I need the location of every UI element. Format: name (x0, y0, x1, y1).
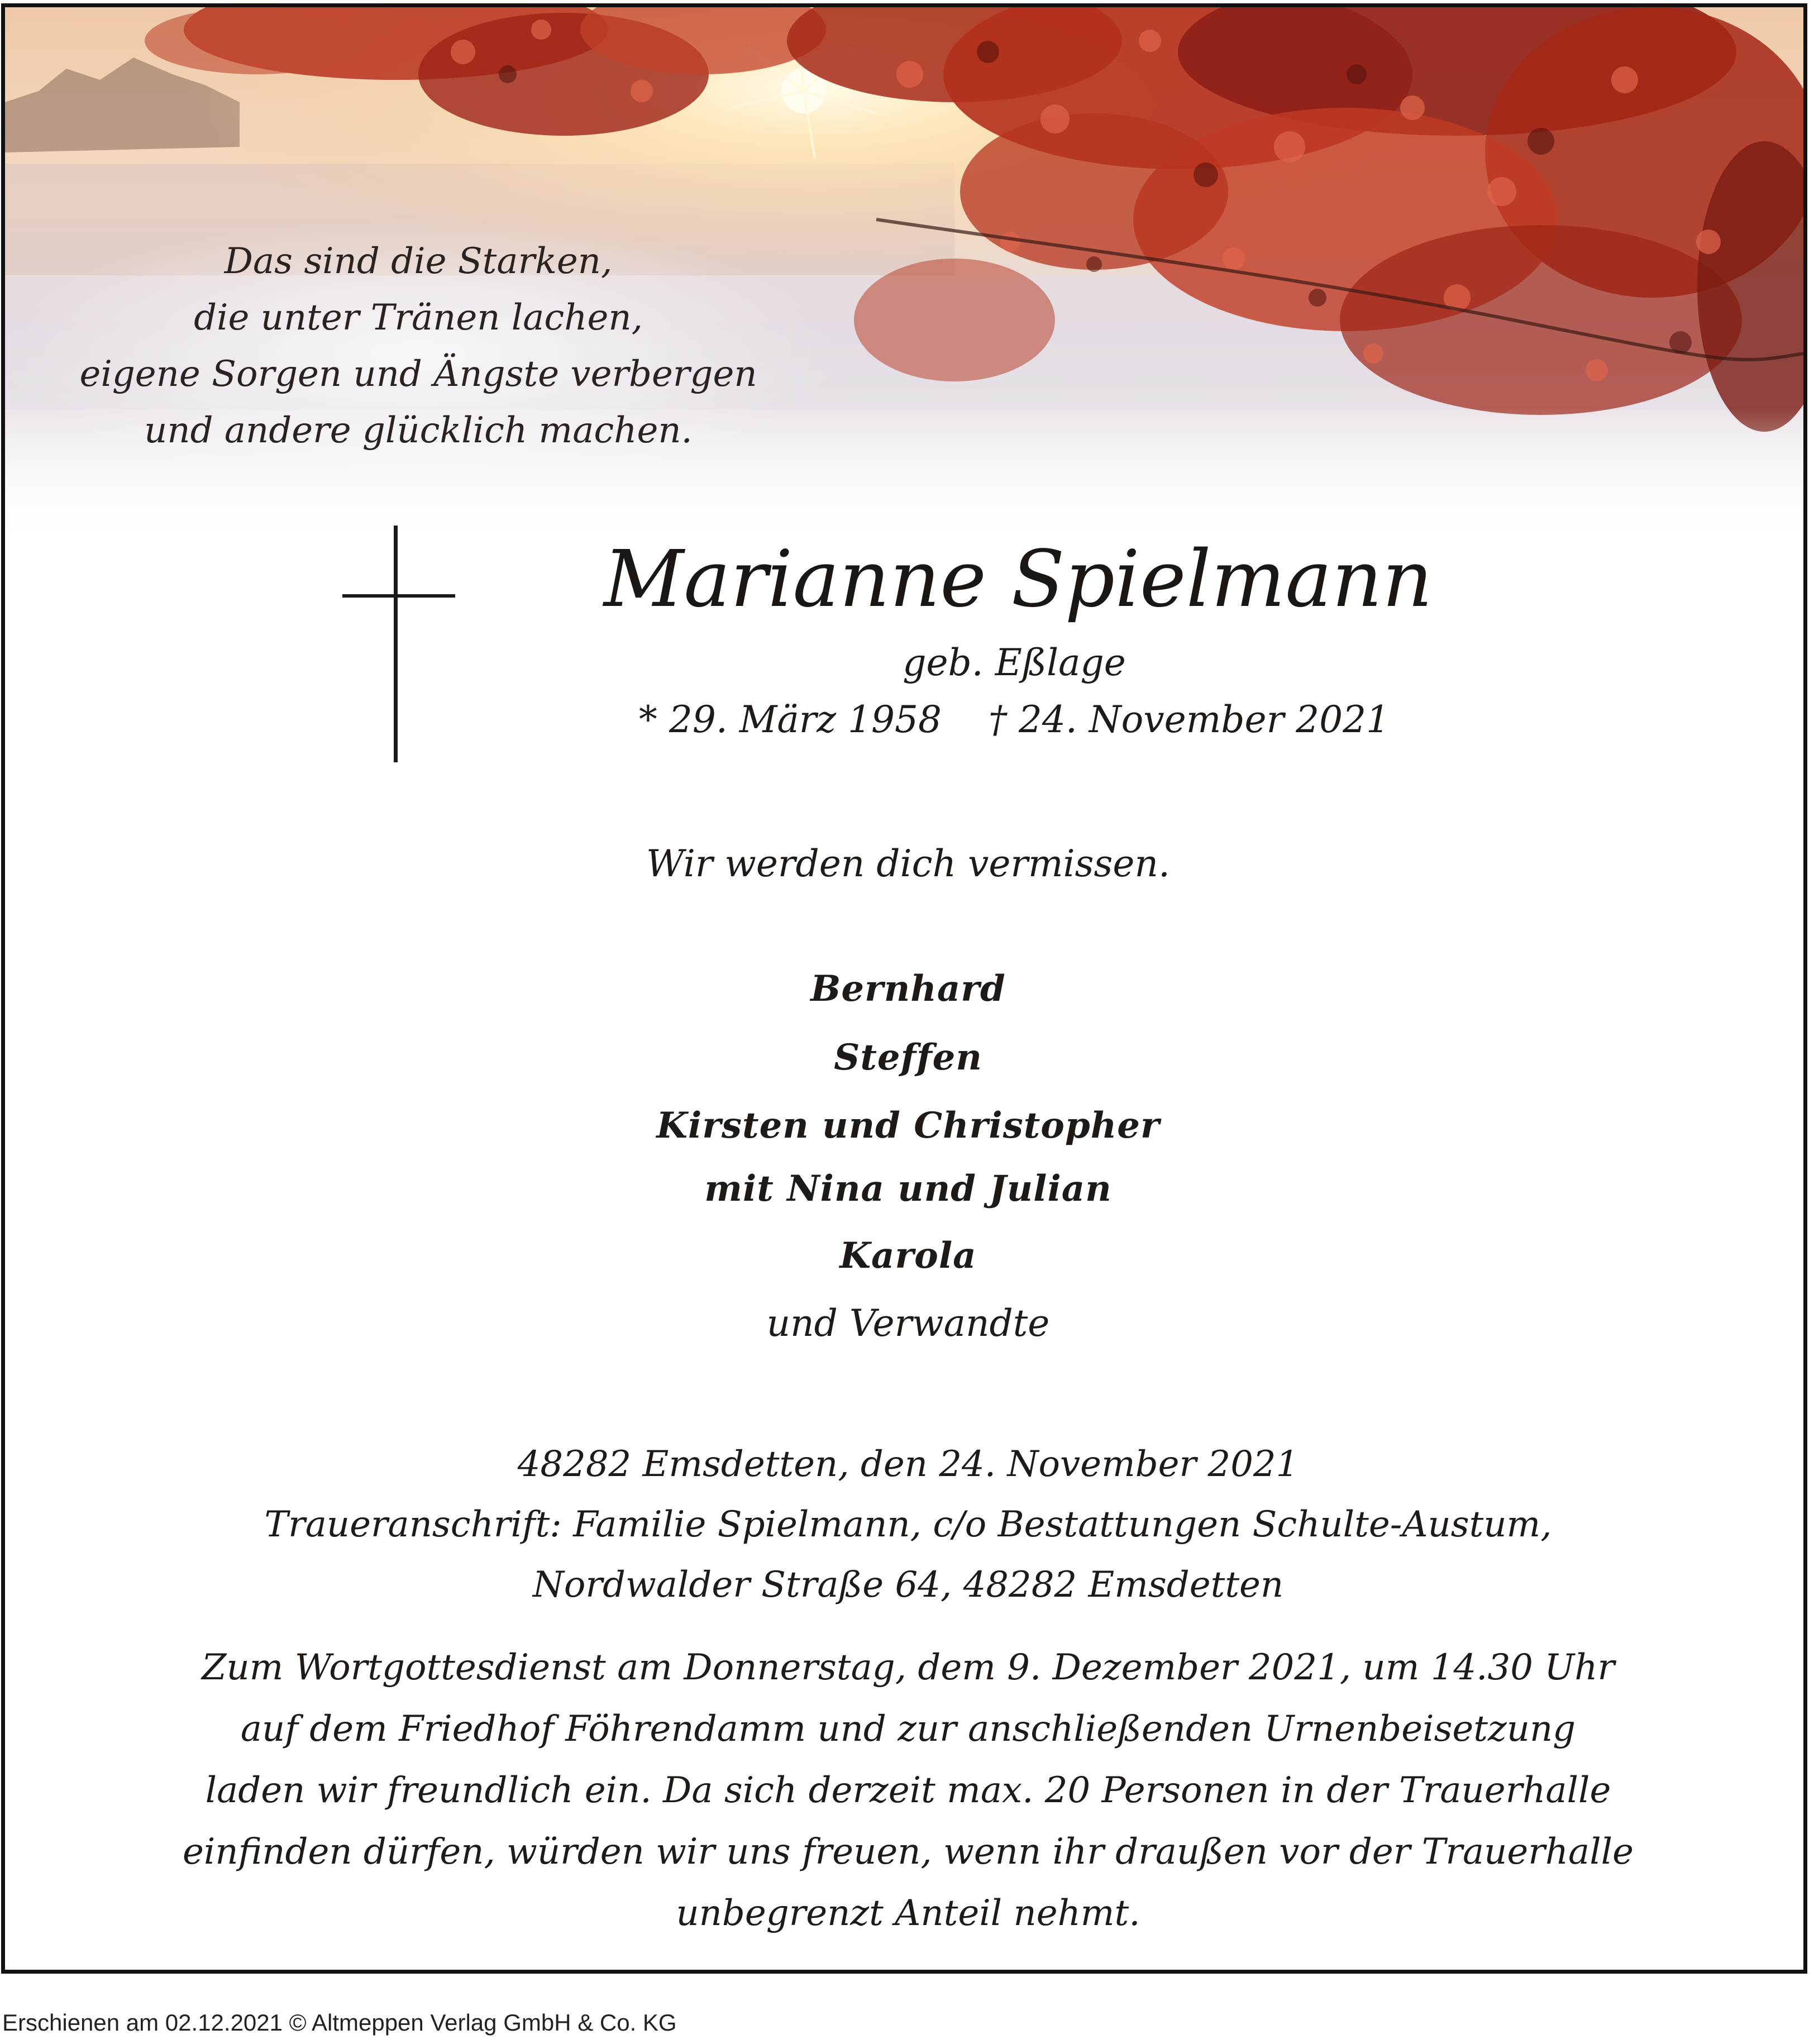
address-line: 48282 Emsdetten, den 24. November 2021 (517, 1444, 1299, 1485)
relatives-line: und Verwandte (766, 1302, 1050, 1345)
address-block (5, 1434, 1807, 1615)
deceased-name: Marianne Spielmann (603, 534, 1433, 625)
service-line: unbegrenzt Anteil nehmt. (676, 1893, 1140, 1934)
farewell-line: Wir werden dich vermissen. (646, 842, 1170, 885)
mourner-name: Bernhard (810, 968, 1006, 1010)
service-line: einfinden dürfen, würden wir uns freuen, wenn ihr draußen vor der Trauerhalle (183, 1831, 1634, 1873)
poem-line: eigene Sorgen und Ängste verbergen (79, 354, 757, 395)
mourner-name: Karola (839, 1235, 977, 1277)
publication-footer: Erschienen am 02.12.2021 © Altmeppen Verlag GmbH & Co. KG (2, 2009, 677, 2036)
service-line: auf dem Friedhof Föhrendamm und zur anschließenden Urnenbeisetzung (240, 1708, 1576, 1750)
poem-line: Das sind die Starken, (224, 241, 613, 282)
service-info (5, 1637, 1807, 1944)
service-line: laden wir freundlich ein. Da sich derzeit max. 20 Personen in der Trauerhalle (205, 1770, 1611, 1811)
service-line: Zum Wortgottesdienst am Donnerstag, dem 9. Dezember 2021, um 14.30 Uhr (201, 1647, 1615, 1688)
mourner-name: mit Nina und Julian (704, 1168, 1112, 1210)
address-line: Nordwalder Straße 64, 48282 Emsdetten (532, 1564, 1284, 1606)
life-dates: * 29. März 1958 † 24. November 2021 (638, 698, 1390, 741)
poem-line: die unter Tränen lachen, (194, 297, 643, 338)
poem (22, 233, 815, 459)
poem-line: und andere glücklich machen. (144, 410, 693, 451)
obituary-notice (1, 3, 1807, 1974)
address-line: Traueranschrift: Familie Spielmann, c/o Bestattungen Schulte-Austum, (264, 1504, 1552, 1545)
mourner-name: Steffen (834, 1037, 982, 1078)
maiden-name: geb. Eßlage (903, 641, 1126, 684)
mourner-name: Kirsten und Christopher (656, 1105, 1160, 1147)
